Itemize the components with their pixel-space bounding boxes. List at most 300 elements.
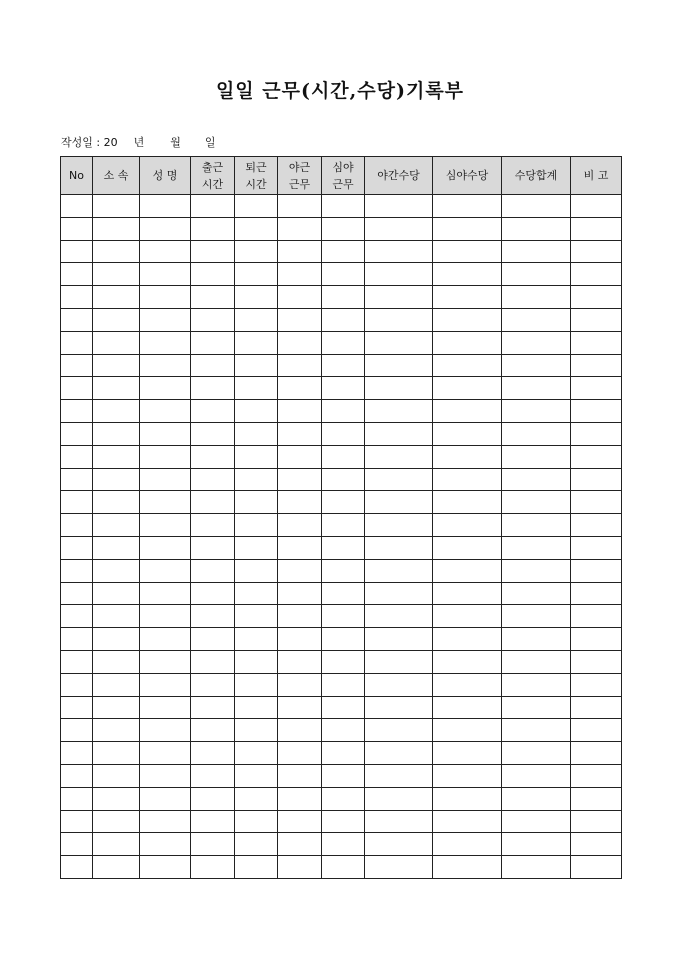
cell-no	[61, 514, 93, 537]
cell-allowance-total	[502, 195, 571, 218]
cell-clock-in-time	[191, 764, 235, 787]
table-row	[61, 536, 622, 559]
cell-remarks	[571, 217, 622, 240]
cell-clock-out-time	[235, 286, 278, 309]
cell-late-night-shift	[322, 263, 365, 286]
cell-late-night-allowance	[433, 628, 502, 651]
cell-no	[61, 536, 93, 559]
cell-late-night-allowance	[433, 514, 502, 537]
cell-affiliation	[93, 286, 140, 309]
cell-name	[140, 696, 191, 719]
cell-no	[61, 286, 93, 309]
cell-clock-out-time	[235, 833, 278, 856]
cell-clock-out-time	[235, 217, 278, 240]
cell-clock-out-time	[235, 650, 278, 673]
cell-clock-in-time	[191, 673, 235, 696]
cell-night-shift	[278, 787, 322, 810]
cell-clock-out-time	[235, 377, 278, 400]
cell-clock-in-time	[191, 354, 235, 377]
cell-affiliation	[93, 422, 140, 445]
cell-clock-out-time	[235, 354, 278, 377]
cell-night-shift	[278, 377, 322, 400]
cell-late-night-shift	[322, 582, 365, 605]
cell-late-night-allowance	[433, 240, 502, 263]
cell-night-shift	[278, 810, 322, 833]
cell-allowance-total	[502, 468, 571, 491]
cell-night-allowance	[365, 628, 433, 651]
cell-clock-in-time	[191, 719, 235, 742]
cell-night-allowance	[365, 217, 433, 240]
table-row	[61, 833, 622, 856]
cell-name	[140, 536, 191, 559]
cell-late-night-allowance	[433, 856, 502, 879]
cell-remarks	[571, 559, 622, 582]
table-row	[61, 582, 622, 605]
header-label: No	[69, 169, 84, 182]
cell-clock-out-time	[235, 673, 278, 696]
cell-no	[61, 810, 93, 833]
cell-clock-in-time	[191, 331, 235, 354]
cell-late-night-shift	[322, 764, 365, 787]
cell-remarks	[571, 195, 622, 218]
cell-affiliation	[93, 673, 140, 696]
cell-late-night-allowance	[433, 400, 502, 423]
cell-allowance-total	[502, 787, 571, 810]
cell-night-shift	[278, 286, 322, 309]
cell-no	[61, 195, 93, 218]
cell-late-night-allowance	[433, 605, 502, 628]
cell-night-allowance	[365, 673, 433, 696]
cell-clock-in-time	[191, 377, 235, 400]
cell-night-shift	[278, 696, 322, 719]
cell-late-night-allowance	[433, 559, 502, 582]
cell-no	[61, 696, 93, 719]
header-label: 근무	[288, 177, 311, 191]
cell-remarks	[571, 673, 622, 696]
cell-name	[140, 377, 191, 400]
cell-remarks	[571, 400, 622, 423]
cell-late-night-allowance	[433, 445, 502, 468]
cell-no	[61, 742, 93, 765]
cell-remarks	[571, 468, 622, 491]
cell-late-night-shift	[322, 445, 365, 468]
table-row	[61, 673, 622, 696]
cell-name	[140, 286, 191, 309]
cell-allowance-total	[502, 263, 571, 286]
cell-clock-out-time	[235, 764, 278, 787]
cell-late-night-shift	[322, 400, 365, 423]
cell-allowance-total	[502, 605, 571, 628]
cell-late-night-shift	[322, 308, 365, 331]
cell-clock-in-time	[191, 628, 235, 651]
cell-night-shift	[278, 514, 322, 537]
cell-clock-in-time	[191, 468, 235, 491]
cell-remarks	[571, 491, 622, 514]
cell-late-night-allowance	[433, 696, 502, 719]
table-row	[61, 445, 622, 468]
cell-allowance-total	[502, 582, 571, 605]
cell-allowance-total	[502, 354, 571, 377]
cell-late-night-shift	[322, 742, 365, 765]
header-label: 야간수당	[377, 169, 420, 182]
cell-clock-in-time	[191, 650, 235, 673]
cell-affiliation	[93, 764, 140, 787]
cell-clock-out-time	[235, 787, 278, 810]
cell-affiliation	[93, 217, 140, 240]
cell-no	[61, 400, 93, 423]
cell-late-night-shift	[322, 354, 365, 377]
cell-late-night-shift	[322, 468, 365, 491]
cell-no	[61, 468, 93, 491]
table-row	[61, 468, 622, 491]
cell-no	[61, 628, 93, 651]
cell-allowance-total	[502, 308, 571, 331]
cell-clock-out-time	[235, 468, 278, 491]
cell-late-night-shift	[322, 536, 365, 559]
cell-late-night-allowance	[433, 286, 502, 309]
header-no	[61, 157, 93, 195]
cell-night-allowance	[365, 308, 433, 331]
cell-name	[140, 764, 191, 787]
cell-name	[140, 856, 191, 879]
header-night-allowance	[365, 157, 433, 195]
cell-late-night-allowance	[433, 263, 502, 286]
header-label: 심야	[332, 160, 354, 174]
cell-late-night-allowance	[433, 331, 502, 354]
cell-night-allowance	[365, 377, 433, 400]
cell-night-shift	[278, 263, 322, 286]
table-row	[61, 354, 622, 377]
cell-night-allowance	[365, 514, 433, 537]
cell-affiliation	[93, 400, 140, 423]
cell-clock-out-time	[235, 856, 278, 879]
cell-late-night-allowance	[433, 217, 502, 240]
header-label: 야근	[288, 160, 311, 174]
cell-allowance-total	[502, 810, 571, 833]
cell-clock-out-time	[235, 810, 278, 833]
cell-name	[140, 719, 191, 742]
cell-clock-in-time	[191, 400, 235, 423]
cell-clock-out-time	[235, 719, 278, 742]
table-row	[61, 559, 622, 582]
cell-night-allowance	[365, 400, 433, 423]
cell-late-night-allowance	[433, 582, 502, 605]
cell-remarks	[571, 377, 622, 400]
cell-affiliation	[93, 263, 140, 286]
cell-night-shift	[278, 195, 322, 218]
cell-name	[140, 354, 191, 377]
cell-night-allowance	[365, 422, 433, 445]
cell-name	[140, 240, 191, 263]
cell-no	[61, 719, 93, 742]
table-row	[61, 787, 622, 810]
cell-clock-out-time	[235, 605, 278, 628]
cell-night-shift	[278, 308, 322, 331]
cell-affiliation	[93, 856, 140, 879]
cell-affiliation	[93, 787, 140, 810]
cell-clock-in-time	[191, 240, 235, 263]
cell-name	[140, 514, 191, 537]
cell-no	[61, 833, 93, 856]
cell-clock-in-time	[191, 514, 235, 537]
cell-night-allowance	[365, 195, 433, 218]
cell-clock-in-time	[191, 536, 235, 559]
cell-clock-out-time	[235, 422, 278, 445]
cell-no	[61, 263, 93, 286]
cell-late-night-shift	[322, 377, 365, 400]
cell-no	[61, 422, 93, 445]
cell-name	[140, 810, 191, 833]
cell-night-shift	[278, 650, 322, 673]
cell-late-night-allowance	[433, 491, 502, 514]
cell-night-allowance	[365, 263, 433, 286]
cell-night-allowance	[365, 559, 433, 582]
cell-late-night-allowance	[433, 468, 502, 491]
header-label: 출근	[201, 160, 224, 174]
cell-affiliation	[93, 605, 140, 628]
cell-allowance-total	[502, 628, 571, 651]
cell-remarks	[571, 514, 622, 537]
cell-no	[61, 650, 93, 673]
cell-name	[140, 331, 191, 354]
cell-late-night-allowance	[433, 673, 502, 696]
cell-night-allowance	[365, 536, 433, 559]
month-unit: 월	[170, 136, 181, 149]
work-log-table	[60, 156, 622, 879]
cell-late-night-shift	[322, 217, 365, 240]
cell-affiliation	[93, 308, 140, 331]
cell-clock-out-time	[235, 582, 278, 605]
cell-night-allowance	[365, 764, 433, 787]
cell-no	[61, 673, 93, 696]
cell-late-night-allowance	[433, 195, 502, 218]
cell-name	[140, 582, 191, 605]
header-late-night-shift	[322, 157, 365, 195]
cell-affiliation	[93, 696, 140, 719]
cell-late-night-allowance	[433, 764, 502, 787]
year-unit: 년	[133, 136, 145, 149]
cell-name	[140, 833, 191, 856]
cell-night-allowance	[365, 445, 433, 468]
cell-name	[140, 559, 191, 582]
cell-clock-out-time	[235, 559, 278, 582]
cell-no	[61, 787, 93, 810]
table-row	[61, 742, 622, 765]
cell-night-shift	[278, 354, 322, 377]
cell-night-shift	[278, 582, 322, 605]
cell-affiliation	[93, 833, 140, 856]
cell-night-shift	[278, 856, 322, 879]
cell-late-night-shift	[322, 331, 365, 354]
cell-allowance-total	[502, 217, 571, 240]
cell-remarks	[571, 354, 622, 377]
cell-remarks	[571, 810, 622, 833]
cell-night-allowance	[365, 719, 433, 742]
cell-clock-in-time	[191, 491, 235, 514]
table-row	[61, 400, 622, 423]
cell-clock-in-time	[191, 559, 235, 582]
cell-night-allowance	[365, 354, 433, 377]
cell-late-night-shift	[322, 719, 365, 742]
cell-night-allowance	[365, 787, 433, 810]
header-row	[61, 157, 622, 195]
cell-night-shift	[278, 468, 322, 491]
cell-remarks	[571, 331, 622, 354]
cell-late-night-allowance	[433, 422, 502, 445]
table-row	[61, 628, 622, 651]
header-allowance-total	[502, 157, 571, 195]
header-label: 비 고	[583, 169, 609, 182]
cell-remarks	[571, 787, 622, 810]
cell-clock-in-time	[191, 286, 235, 309]
cell-allowance-total	[502, 742, 571, 765]
cell-late-night-shift	[322, 650, 365, 673]
cell-night-allowance	[365, 810, 433, 833]
cell-allowance-total	[502, 559, 571, 582]
cell-affiliation	[93, 468, 140, 491]
cell-night-shift	[278, 217, 322, 240]
table-row	[61, 217, 622, 240]
table-row	[61, 377, 622, 400]
cell-affiliation	[93, 742, 140, 765]
date-line	[61, 134, 216, 150]
cell-clock-in-time	[191, 810, 235, 833]
table-row	[61, 263, 622, 286]
cell-allowance-total	[502, 377, 571, 400]
table-row	[61, 810, 622, 833]
cell-night-allowance	[365, 696, 433, 719]
cell-late-night-shift	[322, 696, 365, 719]
cell-name	[140, 308, 191, 331]
cell-night-shift	[278, 673, 322, 696]
cell-clock-out-time	[235, 536, 278, 559]
header-label: 수당합계	[514, 169, 558, 182]
cell-late-night-shift	[322, 491, 365, 514]
cell-night-shift	[278, 400, 322, 423]
cell-night-shift	[278, 628, 322, 651]
cell-late-night-shift	[322, 195, 365, 218]
cell-remarks	[571, 605, 622, 628]
cell-night-allowance	[365, 650, 433, 673]
table-row	[61, 856, 622, 879]
cell-name	[140, 217, 191, 240]
cell-affiliation	[93, 354, 140, 377]
table-row	[61, 240, 622, 263]
cell-no	[61, 217, 93, 240]
header-label: 근무	[332, 177, 354, 191]
cell-allowance-total	[502, 764, 571, 787]
cell-night-shift	[278, 605, 322, 628]
cell-affiliation	[93, 331, 140, 354]
cell-affiliation	[93, 810, 140, 833]
cell-clock-in-time	[191, 696, 235, 719]
cell-night-shift	[278, 422, 322, 445]
cell-name	[140, 628, 191, 651]
table-row	[61, 308, 622, 331]
cell-remarks	[571, 856, 622, 879]
header-late-night-allowance	[433, 157, 502, 195]
cell-name	[140, 195, 191, 218]
cell-clock-out-time	[235, 240, 278, 263]
header-remarks	[571, 157, 622, 195]
cell-allowance-total	[502, 445, 571, 468]
cell-allowance-total	[502, 856, 571, 879]
cell-affiliation	[93, 628, 140, 651]
cell-clock-out-time	[235, 696, 278, 719]
page-title: 일일 근무(시간,수당)기록부	[215, 80, 465, 102]
table-row	[61, 286, 622, 309]
cell-affiliation	[93, 559, 140, 582]
cell-clock-out-time	[235, 308, 278, 331]
table-row	[61, 422, 622, 445]
cell-late-night-shift	[322, 628, 365, 651]
cell-no	[61, 377, 93, 400]
cell-allowance-total	[502, 286, 571, 309]
cell-allowance-total	[502, 491, 571, 514]
cell-affiliation	[93, 240, 140, 263]
cell-clock-in-time	[191, 217, 235, 240]
cell-night-allowance	[365, 286, 433, 309]
cell-night-shift	[278, 331, 322, 354]
cell-clock-in-time	[191, 742, 235, 765]
cell-late-night-allowance	[433, 833, 502, 856]
cell-remarks	[571, 719, 622, 742]
header-label: 소 속	[103, 169, 129, 182]
cell-name	[140, 673, 191, 696]
cell-no	[61, 308, 93, 331]
cell-clock-in-time	[191, 445, 235, 468]
cell-late-night-shift	[322, 833, 365, 856]
cell-late-night-shift	[322, 514, 365, 537]
cell-name	[140, 491, 191, 514]
header-affiliation	[93, 157, 140, 195]
cell-name	[140, 445, 191, 468]
cell-night-allowance	[365, 605, 433, 628]
cell-late-night-shift	[322, 810, 365, 833]
cell-name	[140, 422, 191, 445]
cell-no	[61, 605, 93, 628]
cell-late-night-allowance	[433, 810, 502, 833]
cell-affiliation	[93, 536, 140, 559]
table-row	[61, 650, 622, 673]
cell-name	[140, 742, 191, 765]
cell-allowance-total	[502, 696, 571, 719]
header-label: 심야수당	[445, 169, 489, 182]
header-label: 성 명	[152, 169, 178, 182]
cell-allowance-total	[502, 514, 571, 537]
cell-late-night-allowance	[433, 536, 502, 559]
cell-late-night-shift	[322, 559, 365, 582]
cell-remarks	[571, 308, 622, 331]
cell-name	[140, 605, 191, 628]
table-row	[61, 514, 622, 537]
table-row	[61, 764, 622, 787]
cell-no	[61, 445, 93, 468]
cell-clock-in-time	[191, 308, 235, 331]
cell-remarks	[571, 764, 622, 787]
cell-clock-out-time	[235, 742, 278, 765]
cell-clock-out-time	[235, 195, 278, 218]
cell-no	[61, 491, 93, 514]
cell-name	[140, 468, 191, 491]
cell-night-shift	[278, 742, 322, 765]
cell-night-allowance	[365, 582, 433, 605]
cell-night-shift	[278, 445, 322, 468]
cell-night-allowance	[365, 833, 433, 856]
cell-affiliation	[93, 377, 140, 400]
cell-remarks	[571, 582, 622, 605]
cell-allowance-total	[502, 240, 571, 263]
